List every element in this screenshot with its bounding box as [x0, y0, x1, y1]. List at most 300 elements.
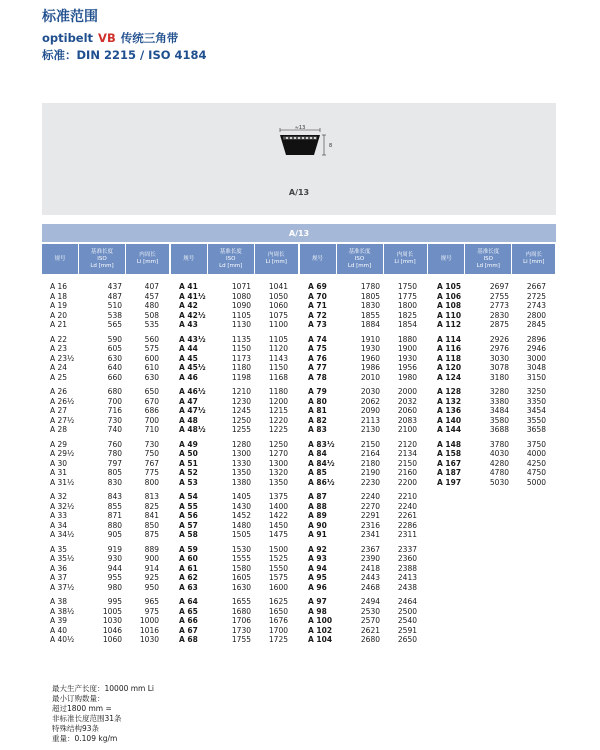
table-row: [308, 459, 433, 469]
datum-length: 2830: [489, 310, 509, 320]
belt-designation: A 46½: [179, 387, 206, 396]
header-line: 内周长: [396, 252, 414, 258]
inner-length: 1450: [268, 520, 288, 530]
belt-designation: A 86½: [308, 477, 335, 487]
inner-length: 2388: [397, 563, 417, 573]
inner-length: 1215: [268, 406, 288, 415]
datum-length: 1080: [231, 291, 251, 301]
datum-length: 565: [107, 320, 122, 329]
belt-designation: A 42: [179, 301, 198, 310]
datum-length: 590: [107, 334, 122, 344]
inner-length: 1500: [268, 544, 288, 554]
inner-length: 2210: [397, 492, 417, 501]
belt-designation: A 27½: [50, 415, 75, 425]
belt-designation: A 64: [179, 597, 198, 606]
product-name: 传统三角带: [120, 31, 179, 45]
header-line: 基准长度: [90, 248, 113, 255]
inner-length: 2845: [526, 320, 546, 329]
table-row: [308, 387, 433, 397]
row-group: [179, 387, 304, 435]
table-row: [179, 320, 304, 330]
inner-length: 1041: [268, 282, 288, 291]
table-row: [179, 335, 304, 345]
inner-length: 4250: [526, 458, 546, 468]
belt-designation: A 105: [437, 282, 462, 291]
datum-length: 2976: [489, 344, 509, 353]
inner-length: 630: [144, 372, 159, 382]
table-row: [50, 626, 175, 636]
belt-designation: A 68: [179, 635, 198, 644]
table-row: [179, 554, 304, 564]
table-row: [179, 354, 304, 364]
table-row: [50, 468, 175, 478]
inner-length: 1350: [268, 477, 288, 487]
inner-length: 1825: [397, 310, 417, 320]
datum-length: 3078: [489, 363, 509, 372]
belt-designation: A 38½: [50, 606, 75, 616]
datum-length: 2570: [360, 616, 380, 625]
inner-length: 975: [144, 606, 159, 616]
inner-length: 1050: [268, 291, 288, 301]
belt-profile-figure: [42, 103, 556, 215]
belt-designation: A 95: [308, 573, 327, 582]
inner-length: 1400: [268, 501, 288, 511]
datum-length: 1706: [231, 616, 251, 625]
table-row: [179, 292, 304, 302]
row-group: [437, 440, 562, 488]
datum-length: 1530: [231, 544, 251, 554]
belt-designation: A 97: [308, 597, 327, 606]
datum-length: 730: [107, 415, 122, 425]
inner-length: 2032: [397, 396, 417, 406]
inner-length: 1168: [268, 372, 288, 382]
belt-designation: A 61: [179, 563, 198, 573]
page-title: 标准范围: [42, 9, 98, 25]
datum-length: 1780: [360, 282, 380, 291]
inner-length: 889: [144, 544, 159, 554]
datum-length: 700: [107, 396, 122, 406]
series-code: VB: [98, 31, 116, 45]
figure-caption: A/13: [288, 188, 310, 197]
datum-length: 905: [107, 530, 122, 539]
inner-length: 1700: [268, 625, 288, 635]
datum-length: 1180: [231, 363, 251, 372]
belt-designation: A 58: [179, 530, 198, 539]
product-line: [42, 30, 207, 47]
inner-length: 2240: [397, 501, 417, 511]
inner-length: 2120: [397, 439, 417, 449]
belt-designation: A 90: [308, 520, 327, 530]
table-row: [50, 440, 175, 450]
inner-length: 3550: [526, 415, 546, 425]
table-row: [50, 502, 175, 512]
table-row: [179, 478, 304, 488]
belt-designation: A 55: [179, 501, 198, 511]
belt-designation: A 75: [308, 344, 327, 353]
datum-length: 1030: [102, 616, 122, 625]
table-row: [179, 502, 304, 512]
row-group: [308, 440, 433, 488]
table-row: [50, 320, 175, 330]
table-row: [437, 425, 562, 435]
belt-designation: A 140: [437, 415, 462, 425]
datum-length: 2130: [360, 425, 380, 434]
datum-length: 3580: [489, 415, 509, 425]
inner-length: 670: [144, 396, 159, 406]
header-line: 规号: [311, 255, 323, 262]
belt-designation: A 34: [50, 520, 68, 530]
belt-designation: A 83: [308, 425, 327, 434]
row-group: [308, 492, 433, 540]
datum-length: 830: [107, 477, 122, 487]
belt-designation: A 23: [50, 344, 68, 353]
table-row: [437, 397, 562, 407]
datum-length: 487: [107, 291, 122, 301]
inner-length: 2667: [526, 282, 546, 291]
belt-designation: A 23½: [50, 353, 75, 363]
datum-length: 1910: [360, 334, 380, 344]
datum-length: 2190: [360, 468, 380, 477]
belt-designation: A 31½: [50, 477, 75, 487]
datum-length: 1655: [231, 597, 251, 606]
datum-length: 930: [107, 554, 122, 563]
header-line: 基准长度: [348, 248, 371, 255]
datum-length: 5030: [489, 477, 509, 487]
inner-length: 1270: [268, 449, 288, 458]
inner-length: 3250: [526, 387, 546, 396]
table-row: [179, 616, 304, 626]
belt-designation: A 29½: [50, 449, 75, 458]
inner-length: 2060: [397, 406, 417, 415]
table-row: [308, 511, 433, 521]
inner-length: 1854: [397, 320, 417, 329]
datum-length: 1630: [231, 582, 251, 592]
belt-designation: A 96: [308, 582, 327, 592]
header-line: Li [mm]: [265, 259, 287, 265]
table-row: [308, 573, 433, 583]
datum-length: 2240: [360, 492, 380, 501]
belt-designation: A 70: [308, 291, 327, 301]
belt-designation: A 104: [308, 635, 333, 644]
datum-length: 1250: [231, 415, 251, 425]
height-label: 8: [329, 143, 333, 149]
table-row: [50, 616, 175, 626]
datum-length: 1730: [231, 625, 251, 635]
table-row: [308, 597, 433, 607]
table-row: [50, 387, 175, 397]
row-group: [50, 387, 175, 435]
belt-designation: A 22: [50, 334, 68, 344]
belt-designation: A 108: [437, 301, 462, 310]
datum-length: 1071: [231, 282, 251, 291]
belt-designation: A 112: [437, 320, 462, 329]
inner-length: 1980: [397, 372, 417, 382]
datum-length: 680: [107, 387, 122, 396]
table-row: [50, 416, 175, 426]
table-row: [50, 301, 175, 311]
header-line: 基准长度: [219, 248, 242, 255]
belt-designation: A 47½: [179, 406, 206, 415]
table-row: [437, 459, 562, 469]
table-row: [50, 354, 175, 364]
header-line: ISO: [483, 255, 493, 262]
table-row: [308, 425, 433, 435]
table-row: [179, 521, 304, 531]
table-row: [308, 440, 433, 450]
inner-length: 2083: [397, 415, 417, 425]
inner-length: 800: [144, 477, 159, 487]
belt-designation: A 43: [179, 320, 198, 329]
datum-length: 1210: [231, 387, 251, 396]
belt-designation: A 69: [308, 282, 327, 291]
datum-length: 2150: [360, 439, 380, 449]
datum-length: 1350: [231, 468, 251, 477]
table-row: [179, 311, 304, 321]
inner-length: 767: [144, 458, 159, 468]
datum-length: 995: [107, 597, 122, 606]
table-row: [437, 344, 562, 354]
datum-length: 1605: [231, 573, 251, 582]
table-row: [179, 635, 304, 645]
table-row: [50, 511, 175, 521]
belt-designation: A 81: [308, 406, 327, 415]
datum-length: 1480: [231, 520, 251, 530]
belt-designation: A 19: [50, 301, 68, 310]
inner-length: 457: [144, 291, 159, 301]
inner-length: 535: [144, 320, 159, 329]
page-header: [42, 8, 207, 64]
table-row: [50, 406, 175, 416]
inner-length: 1060: [268, 301, 288, 310]
table-row: [179, 406, 304, 416]
inner-length: 2100: [397, 425, 417, 434]
table-row: [308, 554, 433, 564]
inner-length: 2360: [397, 554, 417, 563]
table-row: [179, 597, 304, 607]
belt-designation: A 128: [437, 387, 462, 396]
row-group: [50, 440, 175, 488]
belt-designation: A 110: [437, 310, 462, 320]
table-row: [179, 459, 304, 469]
inner-length: 1320: [268, 468, 288, 477]
footer-line: 最大生产长度：10000 mm Li: [52, 684, 155, 693]
footer-line: 重量：0.109 kg/m: [52, 734, 118, 743]
datum-length: 740: [107, 425, 122, 434]
row-group: [308, 387, 433, 435]
datum-length: 1930: [360, 344, 380, 353]
datum-length: 1986: [360, 363, 380, 372]
datum-length: 1430: [231, 501, 251, 511]
inner-length: 950: [144, 582, 159, 592]
inner-length: 1900: [397, 344, 417, 353]
belt-designation: A 45½: [179, 363, 206, 372]
belt-designation: A 44: [179, 344, 198, 353]
footer-line: 最小订购数量：: [52, 694, 105, 703]
row-group: [308, 335, 433, 383]
inner-length: 610: [144, 363, 159, 372]
table-row: [308, 521, 433, 531]
table-row: [179, 363, 304, 373]
belt-designation: A 21: [50, 320, 68, 329]
header-line: Ld [mm]: [476, 262, 500, 269]
header-line: 规号: [183, 255, 195, 262]
table-row: [437, 354, 562, 364]
belt-designation: A 79: [308, 387, 327, 396]
belt-designation: A 45: [179, 353, 198, 363]
header-inner-length: [512, 244, 555, 274]
belt-designation: A 93: [308, 554, 327, 563]
inner-length: 1676: [268, 616, 288, 625]
belt-designation: A 78: [308, 372, 327, 382]
table-row: [50, 363, 175, 373]
datum-length: 2390: [360, 554, 380, 563]
inner-length: 1143: [268, 353, 288, 363]
header-line: 内周长: [525, 252, 542, 258]
datum-length: 2180: [360, 458, 380, 468]
table-row: [308, 502, 433, 512]
inner-length: 1225: [268, 425, 288, 434]
datum-length: 1150: [231, 344, 251, 353]
belt-designation: A 35½: [50, 554, 75, 563]
inner-length: 2337: [397, 544, 417, 554]
belt-designation: A 24: [50, 363, 68, 372]
belt-designation: A 89: [308, 511, 327, 520]
inner-length: 2650: [397, 635, 417, 644]
belt-designation: A 87: [308, 492, 327, 501]
belt-designation: A 36: [50, 563, 68, 573]
belt-designation: A 187: [437, 468, 462, 477]
belt-designation: A 30: [50, 458, 68, 468]
belt-designation: A 27: [50, 406, 68, 415]
row-group: [437, 387, 562, 435]
inner-length: 407: [144, 282, 159, 291]
datum-length: 2291: [360, 511, 380, 520]
row-group: [50, 545, 175, 593]
table-row: [50, 373, 175, 383]
row-group: [308, 282, 433, 330]
table-row: [50, 545, 175, 555]
belt-designation: A 40: [50, 625, 68, 635]
belt-designation: A 41: [179, 282, 198, 291]
table-row: [50, 564, 175, 574]
datum-length: 1173: [231, 353, 251, 363]
inner-length: 841: [144, 511, 159, 520]
table-row: [179, 344, 304, 354]
inner-length: 2134: [397, 449, 417, 458]
table-row: [437, 416, 562, 426]
belt-designation: A 66: [179, 616, 198, 625]
datum-length: 510: [107, 301, 122, 310]
row-group: [179, 545, 304, 593]
datum-length: 3030: [489, 353, 509, 363]
datum-length: 2494: [360, 597, 380, 606]
datum-length: 437: [107, 282, 122, 291]
datum-length: 2926: [489, 334, 509, 344]
datum-length: 4030: [489, 449, 509, 458]
footer-line: 非标准长度范围31条: [52, 714, 122, 723]
table-row: [437, 449, 562, 459]
datum-length: 1405: [231, 492, 251, 501]
table-row: [50, 530, 175, 540]
table-row: [50, 292, 175, 302]
inner-length: 2160: [397, 468, 417, 477]
inner-length: 1016: [139, 625, 159, 635]
belt-designation: A 16: [50, 282, 68, 291]
datum-length: 2621: [360, 625, 380, 635]
datum-length: 2230: [360, 477, 380, 487]
inner-length: 686: [144, 406, 159, 415]
datum-length: 2062: [360, 396, 380, 406]
header-group: [300, 244, 428, 274]
header-size: [42, 244, 78, 274]
belt-designation: A 47: [179, 396, 198, 406]
table-row: [308, 626, 433, 636]
datum-length: 760: [107, 439, 122, 449]
inner-length: 2438: [397, 582, 417, 592]
table-row: [179, 416, 304, 426]
table-row: [50, 521, 175, 531]
row-group: [179, 492, 304, 540]
inner-length: 1600: [268, 582, 288, 592]
belt-designation: A 71: [308, 301, 327, 310]
belt-designation: A 20: [50, 310, 68, 320]
table-row: [308, 616, 433, 626]
header-inner-length: [126, 244, 169, 274]
datum-length: 3688: [489, 425, 509, 434]
inner-length: 3658: [526, 425, 546, 434]
belt-designation: A 114: [437, 334, 462, 344]
table-column: [308, 282, 433, 650]
header-datum-length: [337, 244, 383, 274]
datum-length: 1255: [231, 425, 251, 434]
belt-designation: A 41½: [179, 291, 206, 301]
header-inner-length: [255, 244, 298, 274]
table-row: [50, 583, 175, 593]
table-row: [437, 387, 562, 397]
inner-length: 2286: [397, 520, 417, 530]
header-line: 内周长: [267, 252, 285, 258]
belt-designation: A 43½: [179, 334, 206, 344]
datum-length: 3180: [489, 372, 509, 382]
datum-length: 1280: [231, 439, 251, 449]
header-size: [300, 244, 336, 274]
datum-length: 2755: [489, 291, 509, 301]
table-title-bar: A/13: [42, 224, 556, 242]
table-row: [308, 468, 433, 478]
inner-length: 600: [144, 353, 159, 363]
belt-designation: A 118: [437, 353, 462, 363]
row-group: [50, 492, 175, 540]
table-row: [50, 311, 175, 321]
belt-designation: A 18: [50, 291, 68, 301]
inner-length: 2800: [526, 310, 546, 320]
table-row: [50, 449, 175, 459]
datum-length: 2341: [360, 530, 380, 539]
inner-length: 1100: [268, 320, 288, 329]
header-line: 基准长度: [477, 248, 500, 255]
header-line: 规号: [54, 255, 66, 262]
belt-designation: A 83½: [308, 439, 335, 449]
datum-length: 2113: [360, 415, 380, 425]
table-row: [437, 335, 562, 345]
belt-designation: A 72: [308, 310, 327, 320]
table-row: [308, 449, 433, 459]
belt-designation: A 98: [308, 606, 327, 616]
datum-length: 1805: [360, 291, 380, 301]
belt-designation: A 144: [437, 425, 462, 434]
datum-length: 2680: [360, 635, 380, 644]
datum-length: 2418: [360, 563, 380, 573]
